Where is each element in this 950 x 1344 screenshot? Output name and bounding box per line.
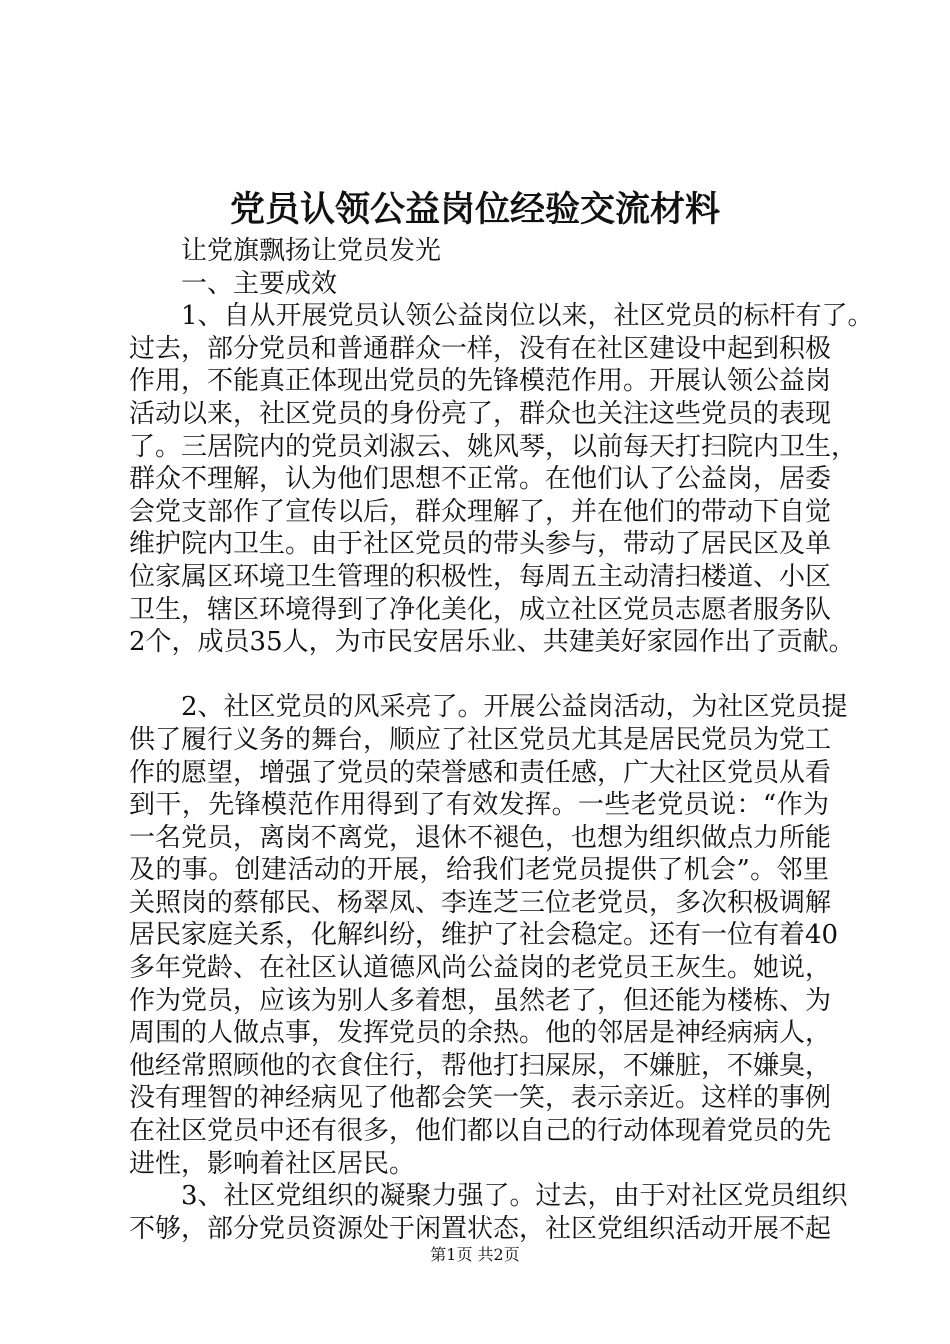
body-line: 不够，部分党员资源处于闲置状态，社区党组织活动开展不起	[129, 1213, 832, 1244]
body-line: 2个，成员35人，为市民安居乐业、共建美好家园作出了贡献。	[129, 627, 855, 658]
body-line: 了。三居院内的党员刘淑云、姚风琴，以前每天打扫院内卫生，	[129, 431, 858, 462]
body-line: 多年党龄、在社区认道德风尚公益岗的老党员王灰生。她说，	[129, 953, 832, 984]
body-line: 过去，部分党员和普通群众一样，没有在社区建设中起到积极	[129, 333, 832, 364]
body-line: 一、主要成效	[181, 268, 338, 299]
body-line: 作的愿望，增强了党员的荣誉感和责任感，广大社区党员从看	[129, 757, 832, 788]
page-footer: 第1页 共2页	[430, 1245, 520, 1264]
body-line: 让党旗飘扬让党员发光	[181, 236, 442, 266]
document-title: 党员认领公益岗位经验交流材料	[229, 189, 720, 230]
body-line: 周围的人做点事，发挥党员的余热。他的邻居是神经病病人，	[129, 1018, 832, 1049]
body-line: 会党支部作了宣传以后，群众理解了，并在他们的带动下自觉	[129, 496, 832, 527]
blank-line	[129, 659, 829, 692]
body-line: 在社区党员中还有很多，他们都以自己的行动体现着党员的先	[129, 1116, 832, 1147]
body-line: 到干，先锋模范作用得到了有效发挥。一些老党员说：“作为	[129, 790, 829, 821]
body-line: 位家属区环境卫生管理的积极性，每周五主动清扫楼道、小区	[129, 561, 832, 592]
body-line: 3、社区党组织的凝聚力强了。过去，由于对社区党员组织	[181, 1181, 848, 1212]
body-line: 1、自从开展党员认领公益岗位以来，社区党员的标杆有了。	[181, 301, 874, 332]
body-line: 一名党员，离岗不离党，退休不褪色，也想为组织做点力所能	[129, 822, 832, 853]
body-line: 活动以来，社区党员的身份亮了，群众也关注这些党员的表现	[129, 398, 832, 429]
body-line: 及的事。创建活动的开展，给我们老党员提供了机会”。邻里	[129, 855, 829, 886]
body-line: 他经常照顾他的衣食住行，帮他打扫屎尿，不嫌脏，不嫌臭，	[129, 1050, 832, 1081]
body-line: 进性，影响着社区居民。	[129, 1148, 416, 1179]
body-line: 维护院内卫生。由于社区党员的带头参与，带动了居民区及单	[129, 529, 832, 560]
body-line: 关照岗的蔡郁民、杨翠凤、李连芝三位老党员，多次积极调解	[129, 887, 832, 918]
body-line: 卫生，辖区环境得到了净化美化，成立社区党员志愿者服务队	[129, 594, 832, 625]
body-line: 2、社区党员的风采亮了。开展公益岗活动，为社区党员提	[181, 692, 848, 723]
body-line: 作用，不能真正体现出党员的先锋模范作用。开展认领公益岗	[129, 366, 832, 397]
body-line: 没有理智的神经病见了他都会笑一笑，表示亲近。这样的事例	[129, 1083, 832, 1114]
body-line: 群众不理解，认为他们思想不正常。在他们认了公益岗，居委	[129, 464, 832, 495]
body-line: 作为党员，应该为别人多着想，虽然老了，但还能为楼栋、为	[129, 985, 832, 1016]
body-line: 居民家庭关系，化解纠纷，维护了社会稳定。还有一位有着40	[129, 920, 839, 951]
document-body	[129, 235, 874, 1245]
body-line: 供了履行义务的舞台，顺应了社区党员尤其是居民党员为党工	[129, 724, 832, 755]
